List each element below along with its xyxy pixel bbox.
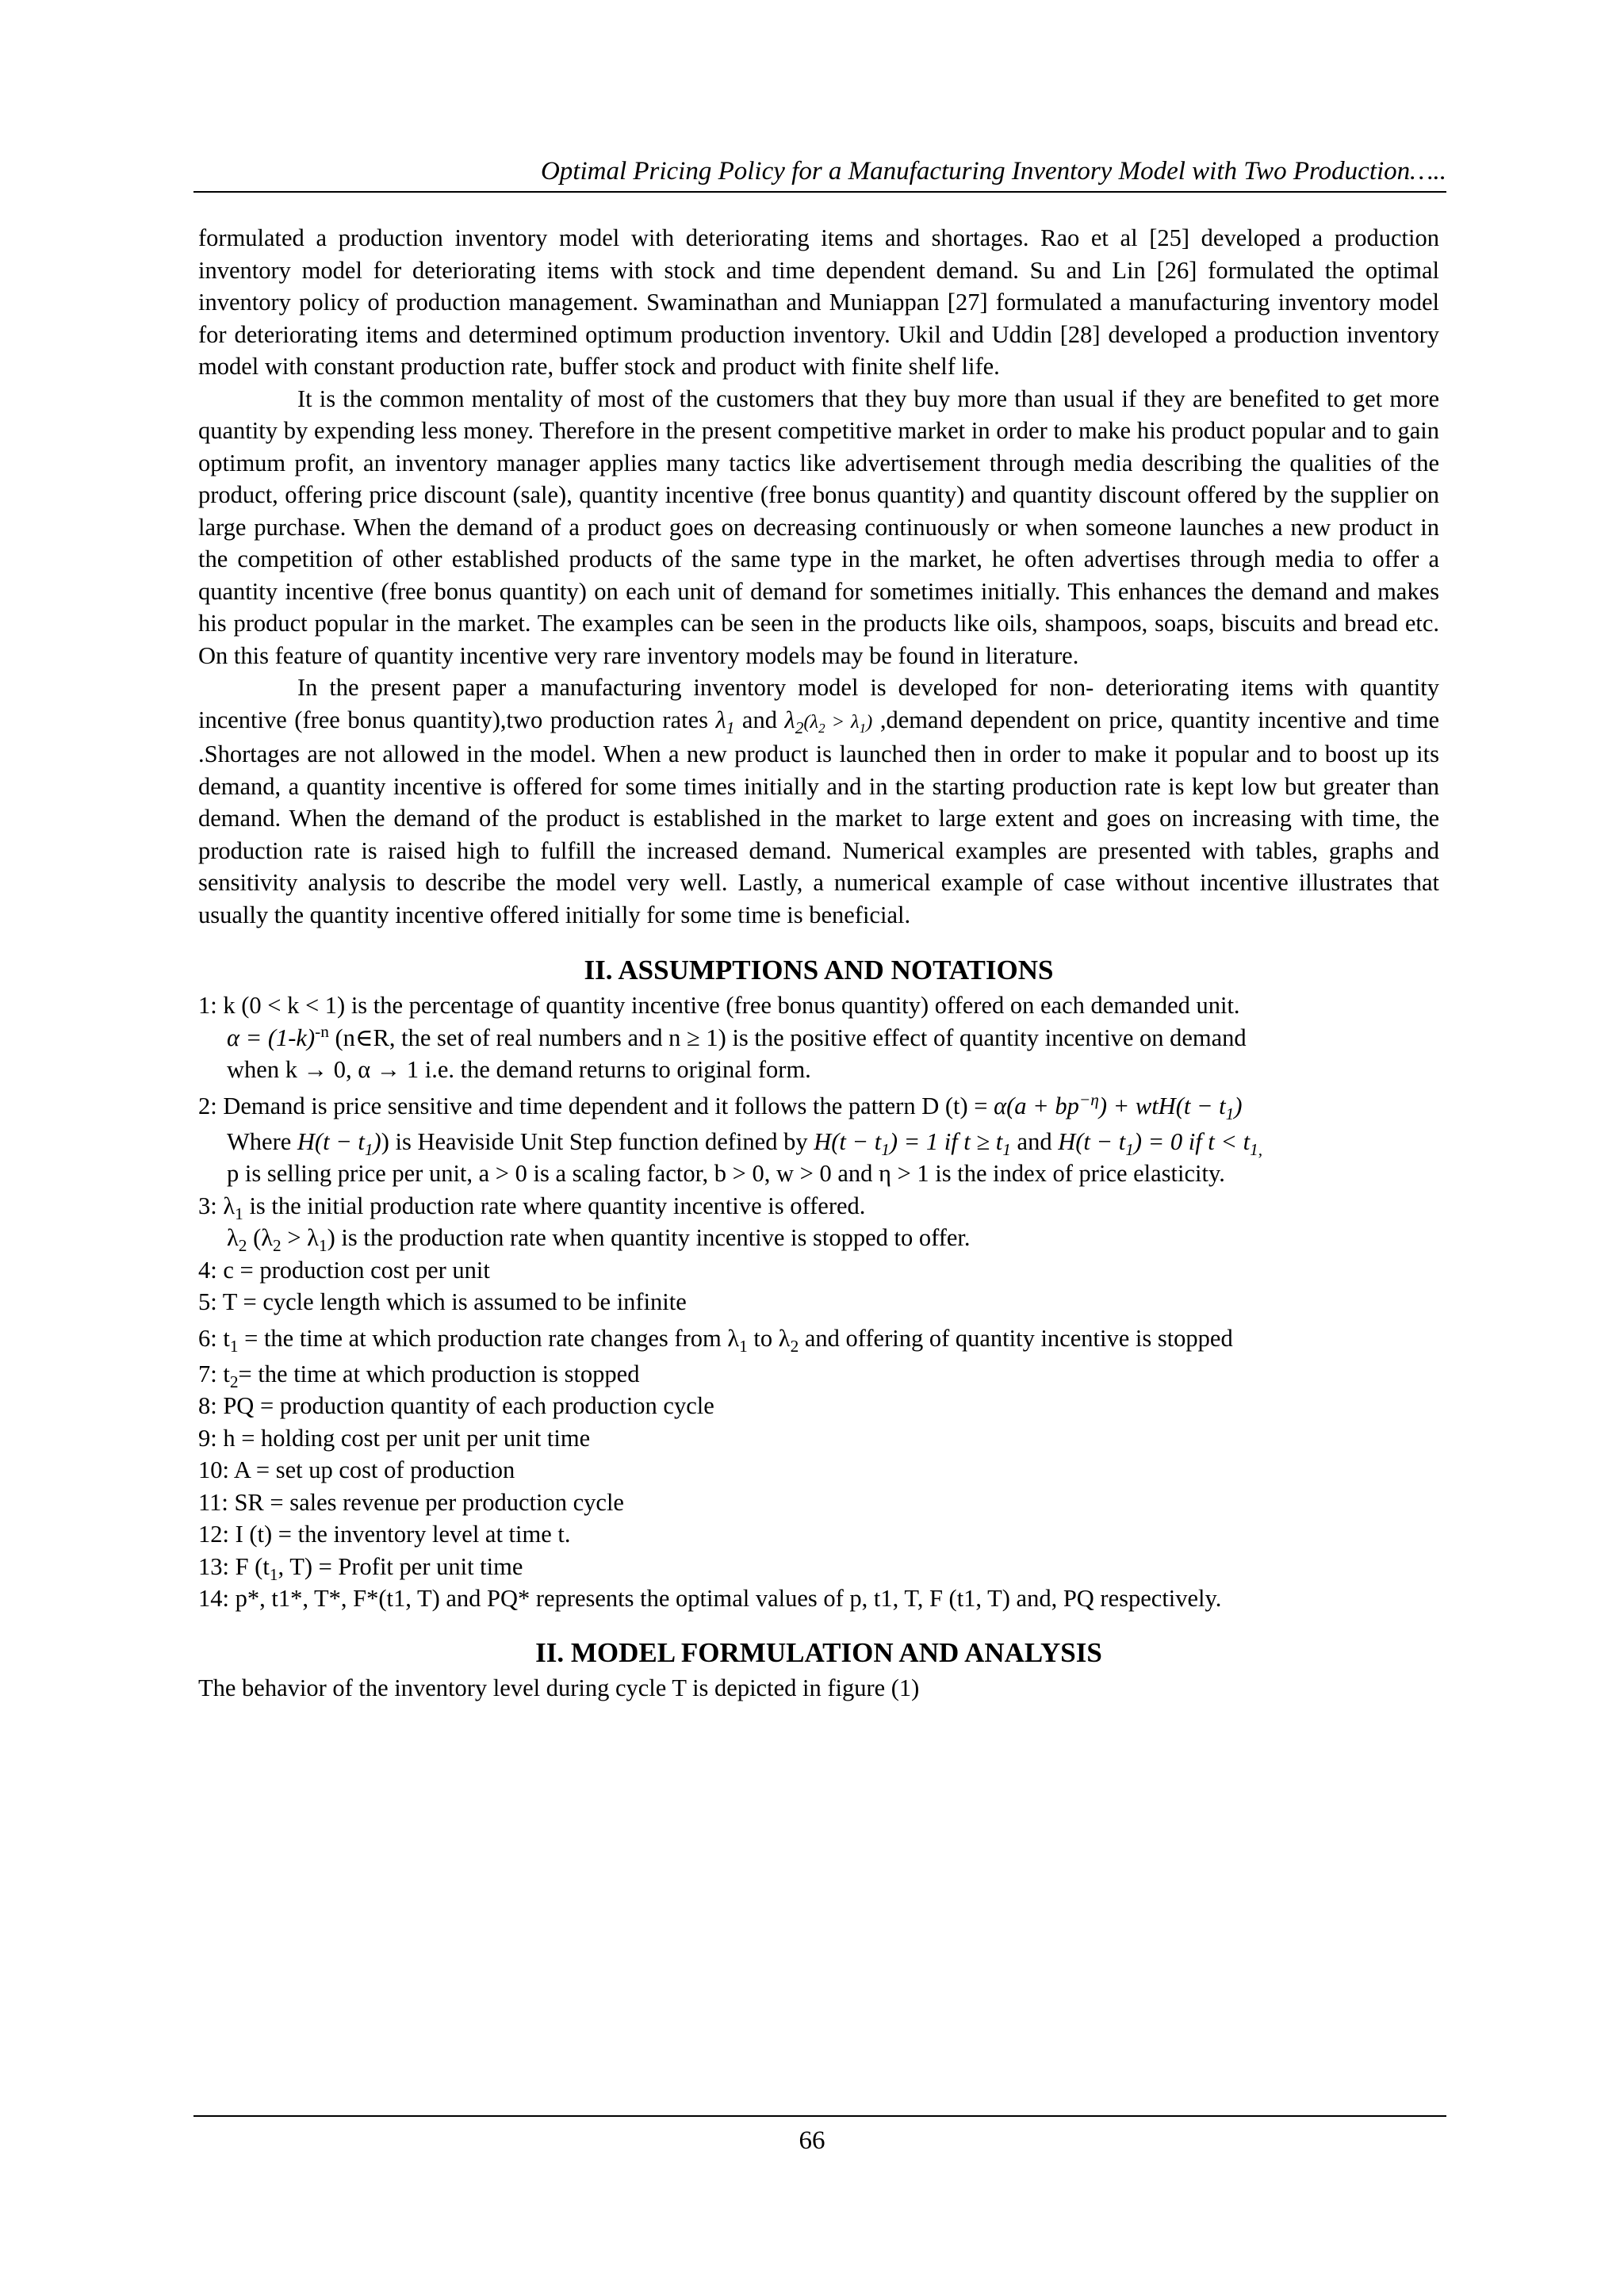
formula-part: H(t − t xyxy=(814,1127,882,1155)
text-run: to λ xyxy=(747,1324,791,1352)
assumption-4: 4: c = production cost per unit xyxy=(198,1256,490,1284)
assumption-9: 9: h = holding cost per unit per unit time xyxy=(198,1424,591,1452)
subscript: 2 xyxy=(795,718,804,737)
formula-part: ) xyxy=(1234,1092,1243,1119)
heaviside-def-1 xyxy=(814,1127,1011,1159)
text-run: ,demand dependent on price, quantity incentive and time .Shortages are not allowed in the model. When a new product is launched then in order to make it popular and to boost up its demand, a quantity incentive is offered for some times initially and in the starting production rate is kept low but greater than demand. When the demand of the product is established in the market to large extent and goes on increasing with time, the production rate is raised high to fulfill the increased demand. Numerical examples are presented with tables, graphs and sensitivity analysis to describe the model very well. Lastly, a numerical example of case without incentive illustrates that usually the quantity incentive offered initially for some time is beneficial. xyxy=(198,706,1440,928)
model-intro-text: The behavior of the inventory level during cycle T is depicted in figure (1) xyxy=(198,1674,920,1701)
subscript: 1 xyxy=(1125,1139,1134,1159)
subscript: 1 xyxy=(739,1336,748,1356)
symbol: > λ xyxy=(825,710,860,733)
assumption-6 xyxy=(198,1318,1439,1358)
subscript: 1 xyxy=(859,720,867,736)
subscript: 1 xyxy=(229,1336,239,1356)
running-header: Optimal Pricing Policy for a Manufacturing Inventory Model with Two Production….. xyxy=(540,157,1446,186)
assumption-2-heaviside xyxy=(198,1126,1439,1158)
body-text xyxy=(198,222,1439,1704)
assumption-3 xyxy=(198,1190,1439,1223)
formula-part: H(t − t xyxy=(1058,1127,1126,1155)
intro-paragraph-3 xyxy=(198,672,1439,931)
text-run: 6: t xyxy=(198,1324,230,1352)
page-number: 66 xyxy=(799,2126,825,2155)
text-run: ) is the production rate when quantity incentive is stopped to offer. xyxy=(327,1224,971,1251)
assumption-12: 12: I (t) = the inventory level at time t. xyxy=(198,1521,571,1548)
lambda-condition xyxy=(803,710,873,736)
subscript: 1 xyxy=(235,1203,243,1223)
subscript: 1 xyxy=(318,1236,327,1256)
subscript: 1, xyxy=(1250,1139,1263,1159)
text-run: 7: t xyxy=(198,1360,230,1387)
formula-part: H(t − t xyxy=(297,1127,365,1155)
heaviside-def-2 xyxy=(1058,1127,1263,1159)
text-run: Where xyxy=(227,1127,297,1155)
subscript: 2 xyxy=(238,1236,247,1256)
alpha-expression: α = (1-k) xyxy=(227,1024,316,1051)
text-run: (n∈R, the set of real numbers and n ≥ 1) is the positive effect of quantity incentive on demand xyxy=(328,1024,1247,1051)
superscript: −η xyxy=(1078,1089,1099,1109)
subscript: 2 xyxy=(818,720,825,736)
section-heading-model: II. MODEL FORMULATION AND ANALYSIS xyxy=(535,1636,1102,1668)
text-run: > λ xyxy=(281,1224,319,1251)
text-run: In the present paper a manufacturing inventory model is developed for non- deteriorating items with quantity incentive (free bonus quantity),two production rates xyxy=(198,674,1439,733)
text-run: (λ xyxy=(247,1224,274,1251)
lambda-1 xyxy=(715,706,735,737)
text-run: 2: Demand is price sensitive and time dependent and it follows the pattern D (t) = xyxy=(198,1092,994,1119)
assumption-1: 1: k (0 < k < 1) is the percentage of quantity incentive (free bonus quantity) offered on each demanded unit. xyxy=(198,992,1240,1019)
intro-paragraph-1: formulated a production inventory model with deteriorating items and shortages. Rao et al [25] developed a production inventory model for deteriorating items with stock and time dependent demand. Su and Lin [26] formulated the optimal inventory policy of production management. Swaminathan and Muniappan [27] formulated a manufacturing inventory model for deteriorating items and determined optimum production inventory. Ukil and Uddin [28] developed a production inventory model with constant production rate, buffer stock and product with finite shelf life. xyxy=(198,224,1439,380)
text-run: and xyxy=(734,706,785,733)
formula-part: ) + wtH(t − t xyxy=(1098,1092,1226,1119)
assumption-7 xyxy=(198,1358,1439,1391)
formula-part: ) = 1 if t ≥ t xyxy=(889,1127,1003,1155)
text-run: is the initial production rate where quantity incentive is offered. xyxy=(243,1192,866,1219)
subscript: 1 xyxy=(1225,1104,1235,1123)
text-run: and offering of quantity incentive is stopped xyxy=(799,1324,1233,1352)
text-run: and xyxy=(1010,1127,1059,1155)
subscript: 1 xyxy=(881,1139,890,1159)
symbol: λ xyxy=(715,706,726,733)
text-run: = the time at which production is stopped xyxy=(238,1360,640,1387)
subscript: 2 xyxy=(790,1336,799,1356)
subscript: 1 xyxy=(364,1139,373,1159)
assumption-14: 14: p*, t1*, T*, F*(t1, T) and PQ* represents the optimal values of p, t1, T, F (t1, T) and, PQ respectively. xyxy=(198,1585,1222,1612)
subscript: 2 xyxy=(229,1372,239,1391)
symbol: λ xyxy=(784,706,795,733)
assumption-8: 8: PQ = production quantity of each production cycle xyxy=(198,1392,714,1419)
text-run: 3: λ xyxy=(198,1192,236,1219)
footer-rule xyxy=(193,2115,1446,2117)
assumption-2 xyxy=(198,1086,1439,1126)
subscript: 1 xyxy=(1002,1139,1011,1159)
assumption-11: 11: SR = sales revenue per production cycle xyxy=(198,1488,624,1516)
text-run: , T) = Profit per unit time xyxy=(278,1552,523,1580)
assumption-2-params: p is selling price per unit, a > 0 is a scaling factor, b > 0, w > 0 and η > 1 is the index of price elasticity. xyxy=(227,1160,1225,1187)
text-run: 13: F (t xyxy=(198,1552,270,1580)
heaviside-term: $H(t - t_1)$ xyxy=(297,1127,381,1159)
subscript: 1 xyxy=(726,718,735,737)
symbol: (λ xyxy=(803,710,819,733)
assumption-13 xyxy=(198,1551,1439,1583)
assumption-1-alpha xyxy=(198,1022,1439,1054)
formula-part: ) = 0 if t < t xyxy=(1133,1127,1251,1155)
subscript: 1 xyxy=(269,1564,278,1584)
intro-paragraph-2: It is the common mentality of most of the customers that they buy more than usual if they are benefited to get more quantity by expending less money. Therefore in the present competitive market in order to make his product popular and to gain optimum profit, an inventory manager applies many tactics like advertisement through media describing the qualities of the product, offering price discount (sale), quantity incentive (free bonus quantity) and quantity discount offered by the supplier on large purchase. When the demand of a product goes on decreasing continuously or when someone launches a new product in the competition of other established products of the same type in the market, he often advertises through media to offer a quantity incentive (free bonus quantity) on each unit of demand for sometimes initially. This enhances the demand and makes his product popular in the market. The examples can be seen in the products like oils, shampoos, soaps, biscuits and bread etc. On this feature of quantity incentive very rare inventory models may be found in literature. xyxy=(198,385,1439,669)
text-run: = the time at which production rate changes from λ xyxy=(238,1324,740,1352)
formula-part: α(a + bp xyxy=(994,1092,1079,1119)
symbol: ) xyxy=(866,710,873,733)
demand-formula xyxy=(994,1089,1243,1123)
assumption-1-limit: when k → 0, α → 1 i.e. the demand returns to original form. xyxy=(227,1056,811,1083)
assumption-3-lambda2 xyxy=(198,1222,1439,1254)
superscript: -n xyxy=(315,1021,329,1041)
assumption-5: 5: T = cycle length which is assumed to be infinite xyxy=(198,1288,687,1315)
lambda-2 xyxy=(784,706,804,737)
symbol: λ xyxy=(227,1224,239,1251)
section-heading-assumptions: II. ASSUMPTIONS AND NOTATIONS xyxy=(584,955,1054,985)
subscript: 2 xyxy=(273,1236,282,1256)
assumption-10: 10: A = set up cost of production xyxy=(198,1456,515,1483)
header-rule xyxy=(193,191,1446,193)
text-run: ) is Heaviside Unit Step function defined by xyxy=(381,1127,814,1155)
